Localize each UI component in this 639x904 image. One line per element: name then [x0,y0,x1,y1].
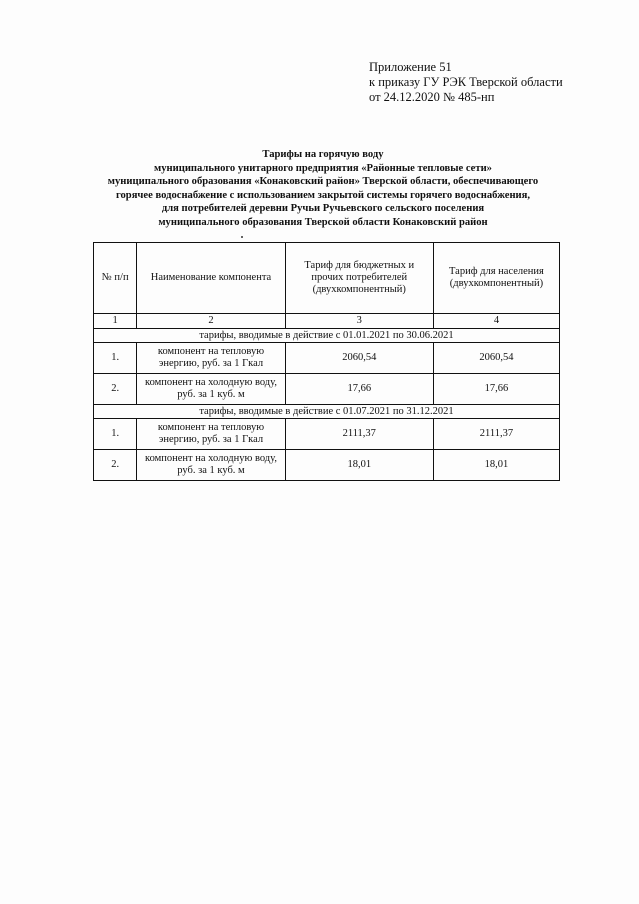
row-tariff-population: 2060,54 [433,343,559,374]
row-tariff-budget: 2111,37 [285,419,433,450]
appendix-order: к приказу ГУ РЭК Тверской области [369,75,563,89]
appendix-reference [369,60,563,105]
row-num: 1. [94,343,137,374]
header-tariff-budget: Тариф для бюджетных и прочих потребителей (двухкомпонентный) [285,243,433,314]
period-row [94,405,560,419]
row-tariff-budget: 17,66 [285,374,433,405]
tariff-table [93,242,560,481]
row-tariff-population: 18,01 [433,450,559,481]
column-number: 2 [137,314,285,329]
header-num: № п/п [94,243,137,314]
title-line: Тарифы на горячую воду [262,149,384,160]
row-component: компонент на тепловую энергию, руб. за 1 Гкал [137,343,285,374]
table-row [94,374,560,405]
row-tariff-population: 17,66 [433,374,559,405]
period-row [94,329,560,343]
table-row [94,450,560,481]
header-tariff-population: Тариф для населения (двухкомпонентный) [433,243,559,314]
title-line: муниципального образования «Конаковский район» Тверской области, обеспечивающего [107,176,539,187]
column-number: 1 [94,314,137,329]
table-header-row [94,243,560,314]
row-component: компонент на холодную воду, руб. за 1 куб. м [137,374,285,405]
row-num: 2. [94,374,137,405]
scan-speck [241,236,243,238]
header-component-name: Наименование компонента [137,243,285,314]
row-component: компонент на тепловую энергию, руб. за 1 Гкал [137,419,285,450]
column-number: 3 [285,314,433,329]
title-line: горячее водоснабжение с использованием закрытой системы горячего водоснабжения, [115,189,531,201]
row-tariff-population: 2111,37 [433,419,559,450]
period-label: тарифы, вводимые в действие с 01.07.2021 по 31.12.2021 [94,405,560,419]
column-number-row [94,314,560,329]
appendix-number: Приложение 51 [369,60,452,74]
row-tariff-budget: 18,01 [285,450,433,481]
appendix-date: от 24.12.2020 № 485-нп [369,90,495,104]
row-num: 2. [94,450,137,481]
period-label: тарифы, вводимые в действие с 01.01.2021 по 30.06.2021 [94,329,560,343]
table-row [94,419,560,450]
column-number: 4 [433,314,559,329]
row-num: 1. [94,419,137,450]
title-line: муниципального образования Тверской области Конаковский район [158,216,488,228]
row-component: компонент на холодную воду, руб. за 1 куб. м [137,450,285,481]
table-row [94,343,560,374]
row-tariff-budget: 2060,54 [285,343,433,374]
title-line: для потребителей деревни Ручьи Ручьевского сельского поселения [161,203,485,214]
title-line: муниципального унитарного предприятия «Районные тепловые сети» [154,162,492,174]
document-title [78,148,568,229]
